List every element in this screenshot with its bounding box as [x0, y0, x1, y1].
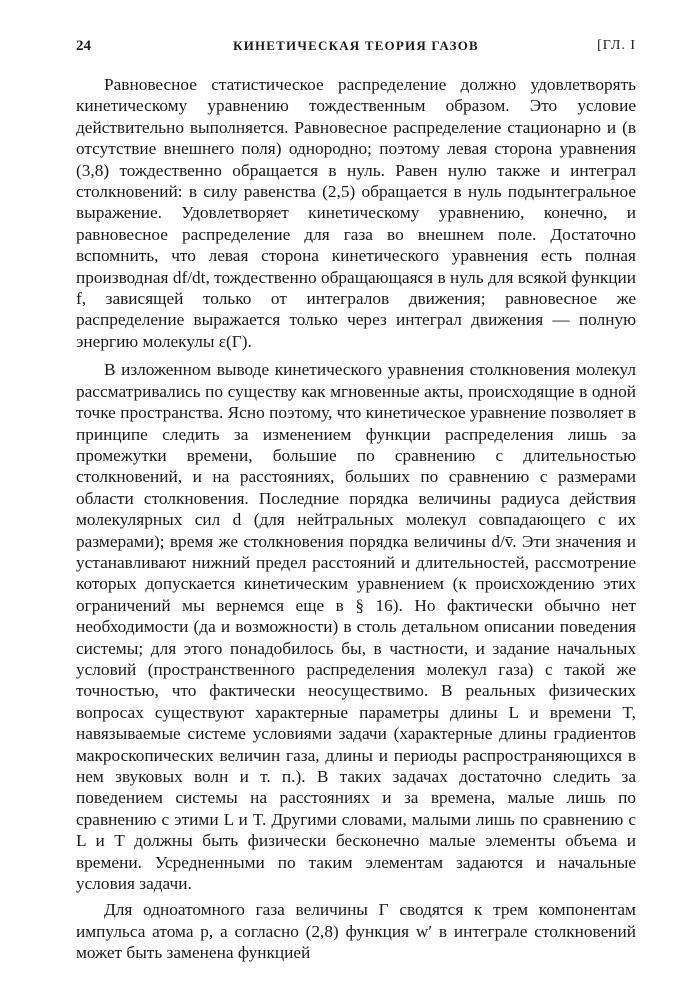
paragraph: Для одноатомного газа величины Γ сводятся к трем компонентам импульса атома p, а согласно (2,8) функция w′ в интеграле столкновений может быть заменена функцией — [76, 900, 636, 963]
page-header — [76, 38, 636, 60]
page-number: 24 — [76, 38, 91, 54]
paragraph: В изложенном выводе кинетического уравнения столкновения молекул рассматривались по существу как мгновенные акты, происходящие в одной точке пространства. Ясно поэтому, что кинетическое уравнение позволяет в принципе следить за изменением функции распределения лишь за промежутки времени, большие по сравнению с длительностью столкновений, и на расстояниях, больших по сравнению с размерами области столкновения. Последние порядка величины радиуса действия молекулярных сил d (для нейтральных молекул совпадающего с их размерами); время же столкновения порядка величины d/v̄. Эти значения и устанавливают нижний предел расстояний и длительностей, рассмотрение которых допускается кинетическим уравнением (к происхождению этих ограничений мы вернемся еще в § 16). Но фактически обычно нет необходимости (да и возможности) в столь детальном описании поведения системы; для этого понадобилось бы, в частности, и задание начальных условий (пространственного распределения молекул газа) с такой же точностью, что фактически неосуществимо. В реальных физических вопросах существуют характерные параметры длины L и времени T, навязываемые системе условиями задачи (характерные длины градиентов макроскопических величин газа, длины и периоды распространяющихся в нем звуковых волн и т. п.). В таких задачах достаточно следить за поведением системы на расстояниях и за времена, малые лишь по сравнению с этими L и T. Другими словами, малыми лишь по сравнению с L и T должны быть физически бесконечно малые элементы объема и времени. Усредненными по таким элементам задаются и начальные условия задачи. — [76, 360, 636, 894]
chapter-reference: [ГЛ. I — [597, 38, 636, 53]
running-title: КИНЕТИЧЕСКАЯ ТЕОРИЯ ГАЗОВ — [233, 38, 479, 53]
paragraph: Равновесное статистическое распределение должно удовлетворять кинетическому уравнению тождественным образом. Это условие действительно выполняется. Равновесное распределение стационарно и (в отсутствие внешнего поля) однородно; поэтому левая сторона уравнения (3,8) тождественно обращается в нуль. Равен нулю также и интеграл столкновений: в силу равенства (2,5) обращается в нуль подынтегральное выражение. Удовлетворяет кинетическому уравнению, конечно, и равновесное распределение для газа во внешнем поле. Достаточно вспомнить, что левая сторона кинетического уравнения есть полная производная df/dt, тождественно обращающаяся в нуль для всякой функции f, зависящей только от интегралов движения; равновесное же распределение выражается только через интеграл движения — полную энергию молекулы ε(Γ). — [76, 75, 636, 351]
body-text — [76, 74, 636, 964]
